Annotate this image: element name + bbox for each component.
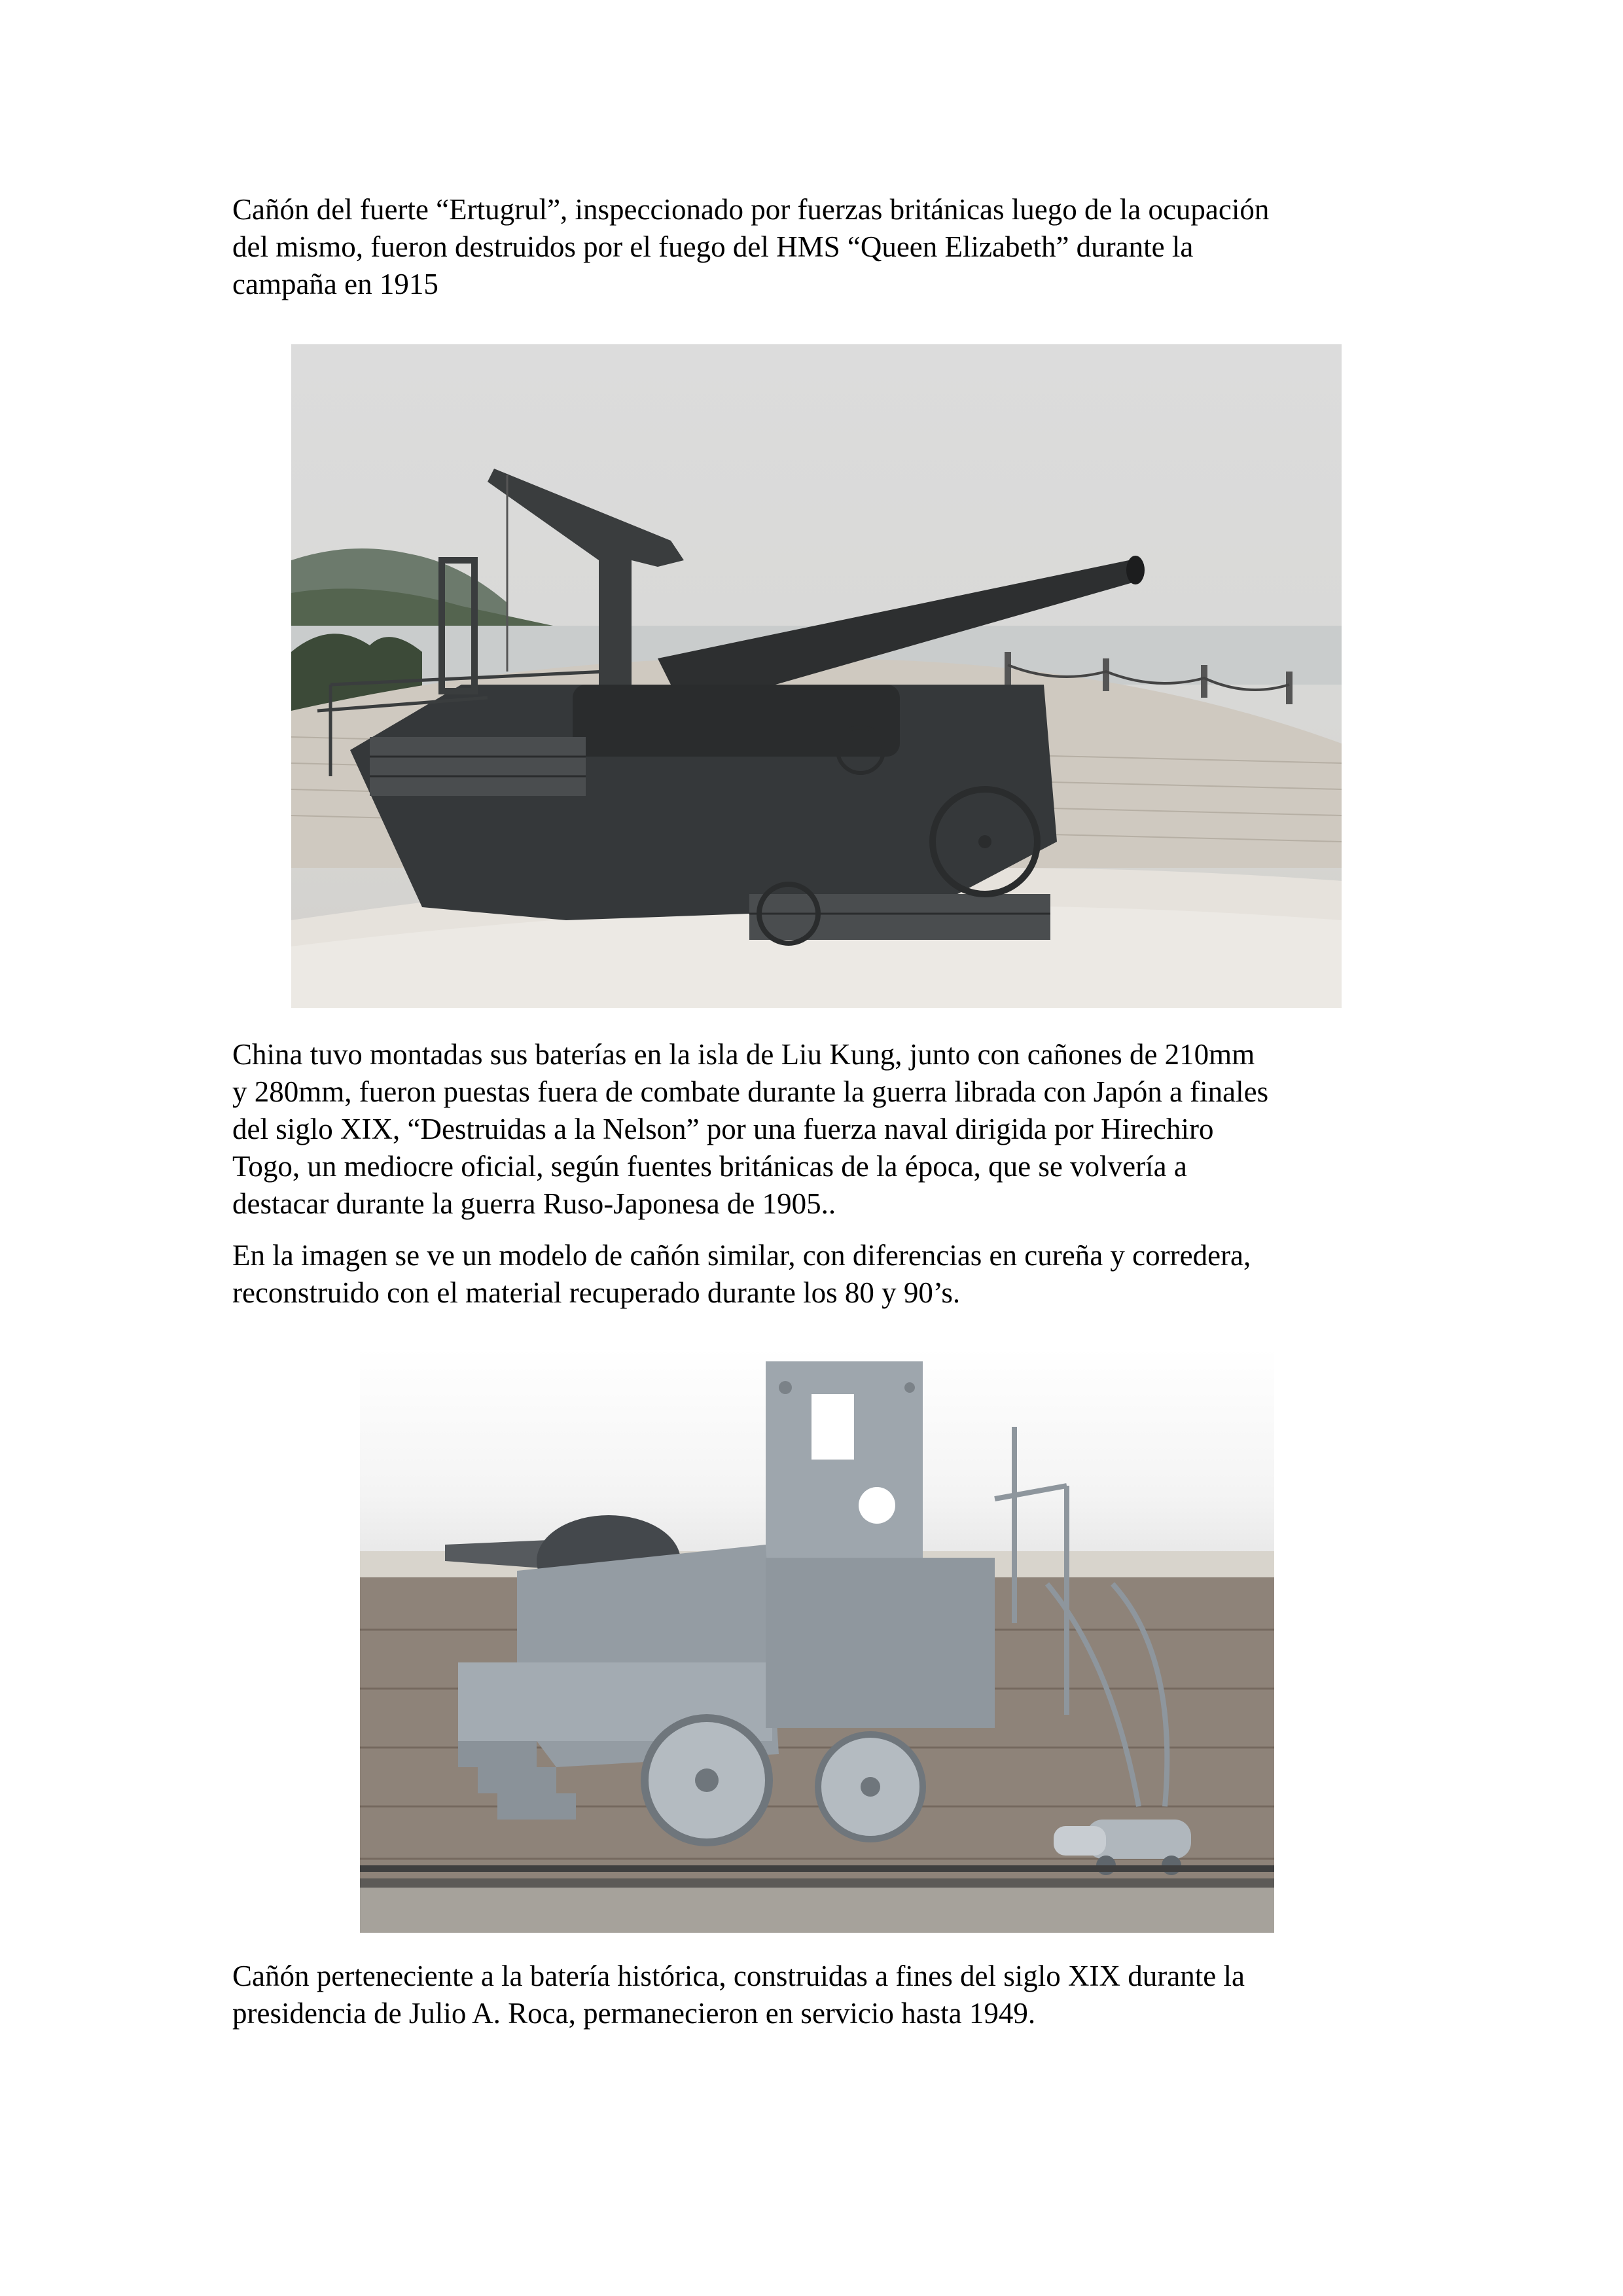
cannon-emplacement-illustration xyxy=(291,344,1342,1008)
caption-ertugrul-paragraph xyxy=(232,191,1410,303)
text-line: y 280mm, fueron puestas fuera de combate durante la guerra librada con Japón a finales xyxy=(232,1075,1269,1108)
caption-model-paragraph xyxy=(232,1237,1410,1312)
text-line: del siglo XIX, “Destruidas a la Nelson” por una fuerza naval dirigida por Hirechiro xyxy=(232,1113,1214,1145)
text-line: En la imagen se ve un modelo de cañón similar, con diferencias en cureña y corredera, xyxy=(232,1239,1251,1272)
text-line: del mismo, fueron destruidos por el fuego del HMS “Queen Elizabeth” durante la xyxy=(232,230,1194,263)
reconstructed-cannon-illustration xyxy=(360,1348,1274,1933)
caption-historic-battery-paragraph xyxy=(232,1958,1410,2032)
text-line: presidencia de Julio A. Roca, permanecieron en servicio hasta 1949. xyxy=(232,1997,1036,2030)
text-line: campaña en 1915 xyxy=(232,268,438,300)
text-line: Cañón perteneciente a la batería histórica, construidas a fines del siglo XIX durante la xyxy=(232,1960,1245,1992)
text-line: Cañón del fuerte “Ertugrul”, inspeccionado por fuerzas británicas luego de la ocupación xyxy=(232,193,1270,226)
text-line: destacar durante la guerra Ruso-Japonesa de 1905.. xyxy=(232,1187,836,1220)
caption-liu-kung-paragraph xyxy=(232,1036,1410,1223)
photo-cannon-emplacement xyxy=(291,344,1342,1008)
photo-reconstructed-cannon xyxy=(360,1348,1274,1933)
text-line: reconstruido con el material recuperado durante los 80 y 90’s. xyxy=(232,1276,961,1309)
text-line: China tuvo montadas sus baterías en la isla de Liu Kung, junto con cañones de 210mm xyxy=(232,1038,1255,1071)
text-line: Togo, un mediocre oficial, según fuentes británicas de la época, que se volvería a xyxy=(232,1150,1187,1183)
